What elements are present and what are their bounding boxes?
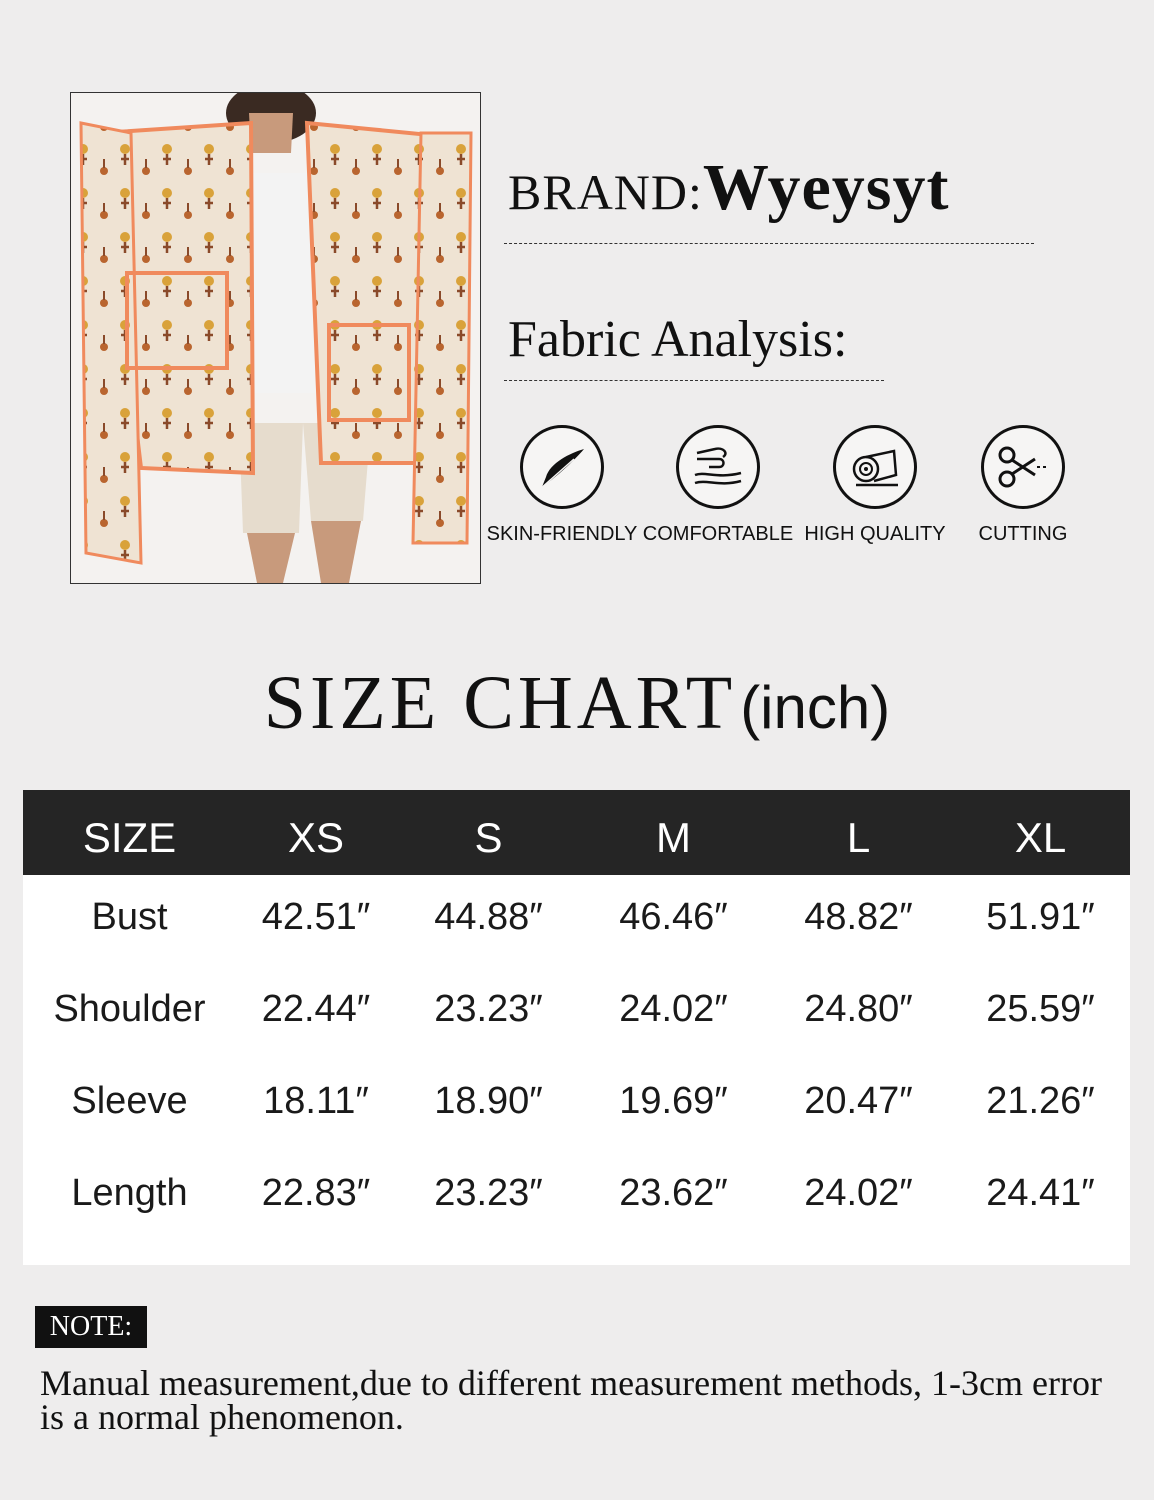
table-cell: 18.90″ bbox=[434, 1079, 543, 1122]
table-cell: 24.41″ bbox=[986, 1171, 1095, 1214]
brand-heading bbox=[508, 150, 1038, 226]
table-cell: 23.23″ bbox=[434, 1171, 543, 1214]
size-chart-title bbox=[0, 660, 1154, 747]
table-row bbox=[23, 1055, 1130, 1147]
table-cell: 25.59″ bbox=[986, 987, 1095, 1030]
table-cell: 23.62″ bbox=[619, 1171, 728, 1214]
size-chart-heading: SIZE CHART bbox=[263, 661, 737, 745]
row-label: Length bbox=[71, 1171, 188, 1214]
feature-label: HIGH QUALITY bbox=[804, 523, 946, 545]
header-cell: S bbox=[474, 813, 503, 861]
feature-cutting bbox=[943, 425, 1103, 546]
table-cell: 18.11″ bbox=[263, 1079, 369, 1122]
feature-label: CUTTING bbox=[978, 523, 1068, 545]
table-row bbox=[23, 1147, 1130, 1239]
table-cell: 24.80″ bbox=[804, 987, 913, 1030]
feature-label: COMFORTABLE bbox=[642, 523, 794, 545]
feature-comfortable bbox=[638, 425, 798, 546]
fabric-roll-icon bbox=[833, 425, 917, 509]
table-cell: 22.44″ bbox=[261, 987, 371, 1030]
table-header bbox=[23, 790, 1130, 875]
table-cell: 20.47″ bbox=[804, 1079, 913, 1122]
table-row bbox=[23, 963, 1130, 1055]
row-label: Sleeve bbox=[71, 1079, 188, 1122]
header-cell: L bbox=[846, 813, 871, 861]
table-cell: 44.88″ bbox=[434, 895, 543, 938]
feature-label: SKIN-FRIENDLY bbox=[486, 523, 638, 545]
table-row bbox=[23, 871, 1130, 963]
note-text: Manual measurement,due to different measurement methods, 1-3cm error is a normal phenomenon. bbox=[40, 1363, 1102, 1437]
note-badge: NOTE: bbox=[35, 1306, 147, 1348]
feather-icon bbox=[520, 425, 604, 509]
hand-icon bbox=[676, 425, 760, 509]
brand-label: BRAND: bbox=[508, 164, 703, 220]
table-cell: 24.02″ bbox=[804, 1171, 913, 1214]
divider bbox=[504, 380, 884, 381]
table-cell: 24.02″ bbox=[619, 987, 728, 1030]
table-cell: 23.23″ bbox=[434, 987, 543, 1030]
feature-skin-friendly bbox=[482, 425, 642, 546]
header-cell: XS bbox=[287, 813, 345, 861]
divider bbox=[504, 243, 1034, 244]
table-cell: 21.26″ bbox=[986, 1079, 1095, 1122]
brand-name: Wyeysyt bbox=[702, 151, 950, 224]
table-cell: 46.46″ bbox=[619, 895, 728, 938]
table-cell: 48.82″ bbox=[804, 895, 913, 938]
row-label: Shoulder bbox=[53, 987, 206, 1030]
table-cell: 19.69″ bbox=[619, 1079, 728, 1122]
fabric-analysis-title: Fabric Analysis: bbox=[508, 311, 848, 368]
feature-high-quality bbox=[795, 425, 955, 546]
row-label: Bust bbox=[91, 895, 168, 938]
header-cell: SIZE bbox=[82, 813, 177, 861]
table-cell: 22.83″ bbox=[261, 1171, 371, 1214]
size-table bbox=[23, 790, 1130, 1265]
header-cell: M bbox=[656, 813, 691, 861]
table-cell: 51.91″ bbox=[986, 895, 1095, 938]
size-chart-unit: (inch) bbox=[740, 674, 891, 741]
table-cell: 42.51″ bbox=[261, 895, 371, 938]
scissors-icon bbox=[981, 425, 1065, 509]
product-photo bbox=[70, 92, 481, 584]
header-cell: XL bbox=[1014, 813, 1067, 861]
